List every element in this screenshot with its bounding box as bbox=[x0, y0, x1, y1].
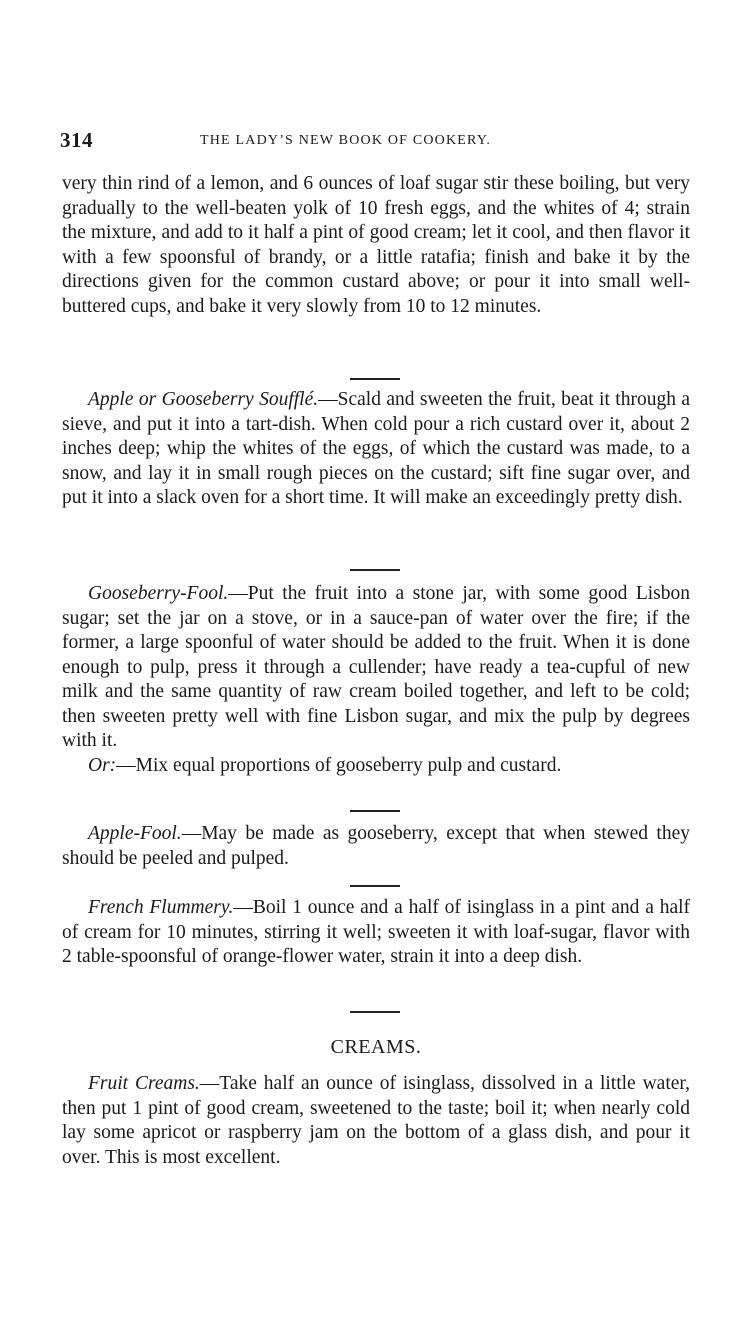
recipe-apple-fool bbox=[62, 822, 690, 871]
recipe-title: Apple-Fool. bbox=[88, 823, 182, 844]
section-divider bbox=[350, 378, 400, 380]
recipe-text: —Put the fruit into a stone jar, with some good Lisbon sugar; set the jar on a stove, or in a sauce-pan of water over the fire; if the former, a large spoonful of water should be added to the fruit. When it is done enough to pulp, press it through a cullender; have ready a tea-cupful of new milk and the same quantity of raw cream boiled together, and left to be cold; then sweeten pretty well with fine Lisbon sugar, and mix the pulp by degrees with it. bbox=[62, 583, 690, 751]
recipe-gooseberry-fool bbox=[62, 582, 690, 778]
section-divider bbox=[350, 1011, 400, 1013]
continuation-text: very thin rind of a lemon, and 6 ounces of loaf sugar stir these boiling, but very gradually to the well-beaten yolk of 10 fresh eggs, and the whites of 4; strain the mixture, and add to it half a pint of good cream; let it cool, and then flavor it with a few spoonsful of brandy, or a little ratafia; finish and bake it by the directions given for the common custard above; or pour it into small well-buttered cups, and bake it very slowly from 10 to 12 minutes. bbox=[62, 173, 690, 317]
recipe-text: —Boil 1 ounce and a half of isinglass in a pint and a half of cream for 10 minutes, stirring it well; sweeten it with loaf-sugar, flavor with 2 table-spoonsful of orange-flower water, strain it into a deep dish. bbox=[62, 897, 691, 967]
section-divider bbox=[350, 885, 400, 887]
recipe-text: —May be made as gooseberry, except that when stewed they should be peeled and pulped. bbox=[62, 823, 690, 869]
continuation-paragraph bbox=[62, 172, 690, 319]
variant-text: —Mix equal proportions of gooseberry pulp and custard. bbox=[116, 754, 562, 776]
recipe-fruit-creams bbox=[62, 1072, 690, 1170]
section-heading-creams: CREAMS. bbox=[330, 1036, 422, 1058]
page-number: 314 bbox=[60, 128, 93, 152]
variant-label: Or: bbox=[88, 754, 117, 776]
section-divider bbox=[350, 810, 400, 812]
recipe-french-flummery bbox=[62, 896, 690, 970]
running-title: THE LADY’S NEW BOOK OF COOKERY. bbox=[200, 133, 492, 148]
recipe-text: —Take half an ounce of isinglass, dissolved in a little water, then put 1 pint of good cream, sweetened to the taste; boil it; when nearly cold lay some apricot or raspberry jam on the bottom of a glass dish, and pour it over. This is most excellent. bbox=[62, 1073, 690, 1168]
recipe-text: —Scald and sweeten the fruit, beat it through a sieve, and put it into a tart-dish. When cold pour a rich custard over it, about 2 inches deep; whip the whites of the eggs, of which the custard was made, to a snow, and lay it in small rough pieces on the custard; sift fine sugar over, and put it into a slack oven for a short time. It will make an exceedingly pretty dish. bbox=[62, 389, 690, 508]
page-header bbox=[60, 128, 690, 158]
recipe-apple-souffle bbox=[62, 388, 690, 511]
section-divider bbox=[350, 569, 400, 571]
recipe-title: Fruit Creams. bbox=[88, 1073, 200, 1094]
recipe-title: Apple or Gooseberry Soufflé. bbox=[88, 389, 319, 410]
recipe-title: French Flummery. bbox=[88, 897, 234, 918]
recipe-title: Gooseberry-Fool. bbox=[88, 583, 229, 604]
